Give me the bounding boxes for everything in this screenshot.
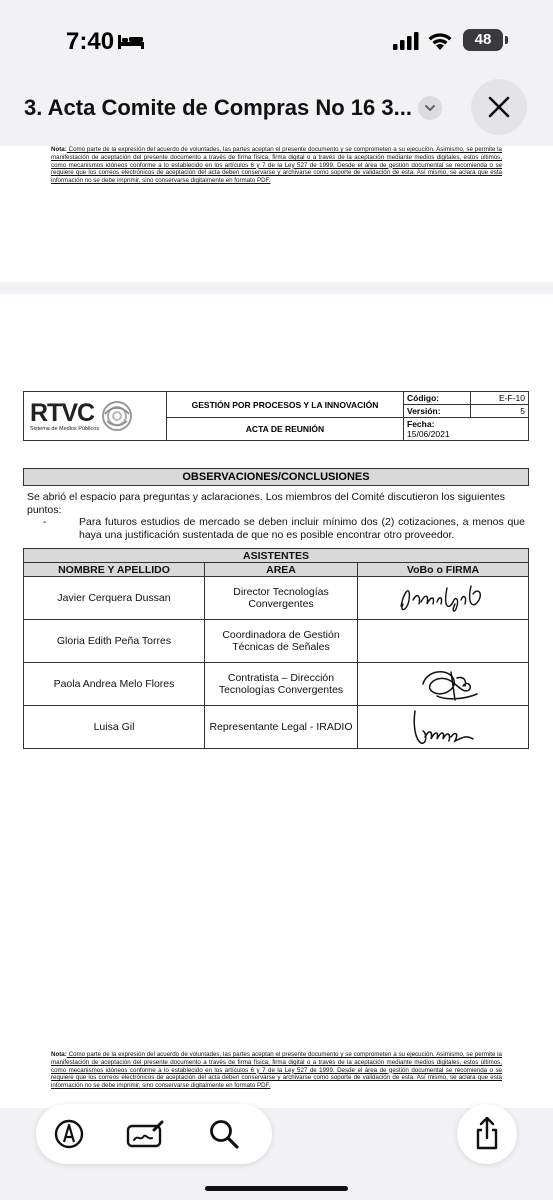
share-icon xyxy=(457,1104,517,1164)
chevron-down-icon xyxy=(418,96,442,120)
signature-cell xyxy=(358,663,529,706)
observations-body xyxy=(23,486,529,541)
column-header-area: AREA xyxy=(205,563,358,577)
table-row xyxy=(24,577,529,620)
document-title[interactable]: 3. Acta Comite de Compras No 16 3... xyxy=(24,95,412,120)
signature-button[interactable] xyxy=(126,1116,162,1152)
table-row xyxy=(24,620,529,663)
logo-cell xyxy=(24,392,167,441)
column-header-signature: VoBo o FIRMA xyxy=(358,563,529,577)
date-label: Fecha: xyxy=(407,419,435,429)
bullet-text: Para futuros estudios de mercado se deben incluir mínimo dos (2) cotizaciones, a menos que haya una justificación sustentada de que no es posible encontrar otro proveedor. xyxy=(79,516,525,541)
table-row xyxy=(24,663,529,706)
battery-indicator: 48 xyxy=(463,29,503,51)
rtvc-logo-subtitle: Sistema de Medios Públicos xyxy=(30,426,100,432)
footnote-label: Nota: xyxy=(51,146,67,153)
signature-cell xyxy=(358,706,529,749)
attendee-name: Gloria Edith Peña Torres xyxy=(24,620,205,663)
attendee-area: Contratista – Dirección Tecnologías Convergentes xyxy=(205,663,358,706)
pdf-page xyxy=(0,294,553,1108)
observations-section xyxy=(23,468,529,541)
attendee-area: Representante Legal - IRADIO xyxy=(205,706,358,749)
markup-button[interactable] xyxy=(51,1116,87,1152)
signature-cell xyxy=(358,620,529,663)
process-name: GESTIÓN POR PROCESOS Y LA INNOVACIÓN xyxy=(167,392,404,418)
version-value: 5 xyxy=(471,405,529,418)
page-footnote xyxy=(51,146,502,185)
battery-tip xyxy=(505,36,508,44)
handwritten-signature xyxy=(393,707,493,747)
pdf-page-previous xyxy=(0,146,553,282)
observations-heading: OBSERVACIONES/CONCLUSIONES xyxy=(23,468,529,486)
attendee-name: Luisa Gil xyxy=(24,706,205,749)
footnote-text: Como parte de la expresión del acuerdo de voluntades, las partes aceptan el presente documento y se comprometen a su ejecución. Asimismo, se permite la manifestación de aceptación del presente documento a través de firma física, firma digital o a través de la aceptación mediante medios digitales, estos últimos, como mecanismos idóneos conforme a lo establecido en los artículos 6 y 7 de la Ley 527 de 1999. Desde el área de gestión documental se recomienda o se requiere que los correos electrónicos de aceptación del acta deben conservarse y archivarse como soporte de validación de esta. Así mismo, se aclara que esta información no se debe imprimir, sino conservarse digitalmente en formato PDF. xyxy=(51,146,502,185)
signature-icon xyxy=(126,1116,166,1152)
date-value: 15/06/2021 xyxy=(407,429,450,439)
attendee-name: Javier Cerquera Dussan xyxy=(24,577,205,620)
markup-icon xyxy=(51,1116,87,1152)
observations-intro: Se abrió el espacio para preguntas y aclaraciones. Los miembros del Comité discutieron los siguientes puntos: xyxy=(27,491,506,516)
status-bar xyxy=(0,0,553,80)
close-icon xyxy=(471,79,527,135)
close-button[interactable] xyxy=(471,79,527,135)
column-header-name: NOMBRE Y APELLIDO xyxy=(24,563,205,577)
share-button[interactable] xyxy=(457,1104,517,1164)
document-header-table xyxy=(23,391,529,441)
wifi-icon xyxy=(427,30,453,50)
attendee-name: Paola Andrea Melo Flores xyxy=(24,663,205,706)
home-indicator xyxy=(205,1186,348,1191)
signature-cell xyxy=(358,577,529,620)
rtvc-logo-mark-icon xyxy=(101,400,133,432)
cellular-signal-icon xyxy=(393,32,419,50)
code-label: Código: xyxy=(404,392,471,405)
page-footnote xyxy=(51,1051,502,1090)
handwritten-signature xyxy=(393,664,493,704)
attendees-heading: ASISTENTES xyxy=(24,549,529,563)
footnote-label: Nota: xyxy=(51,1051,67,1058)
search-icon xyxy=(206,1116,242,1152)
title-menu-button[interactable] xyxy=(418,96,442,120)
observations-bullet-item xyxy=(27,516,525,541)
table-row xyxy=(24,706,529,749)
search-button[interactable] xyxy=(206,1116,242,1152)
code-value: E-F-10 xyxy=(471,392,529,405)
version-label: Versión: xyxy=(404,405,471,418)
bullet-mark: - xyxy=(43,516,47,528)
document-type: ACTA DE REUNIÓN xyxy=(167,418,404,441)
rtvc-logo-text: RTVC xyxy=(30,399,95,427)
attendees-table xyxy=(23,548,529,749)
attendee-area: Coordinadora de Gestión Técnicas de Señales xyxy=(205,620,358,663)
footnote-text: Como parte de la expresión del acuerdo de voluntades, las partes aceptan el presente documento y se comprometen a su ejecución. Asimismo, se permite la manifestación de aceptación del presente documento a través de firma física, firma digital o a través de la aceptación mediante medios digitales, estos últimos, como mecanismos idóneos conforme a lo establecido en los artículos 6 y 7 de la Ley 527 de 1999. Desde el área de gestión documental se recomienda o se requiere que los correos electrónicos de aceptación del acta deben conservarse y archivarse como soporte de validación de esta. Así mismo, se aclara que esta información no se debe imprimir, sino conservarse digitalmente en formato PDF. xyxy=(51,1051,502,1090)
attendee-area: Director Tecnologías Convergentes xyxy=(205,577,358,620)
date-cell xyxy=(404,418,529,441)
handwritten-signature xyxy=(393,578,493,618)
status-time: 7:40 xyxy=(66,28,115,55)
sleep-focus-icon xyxy=(118,33,144,49)
